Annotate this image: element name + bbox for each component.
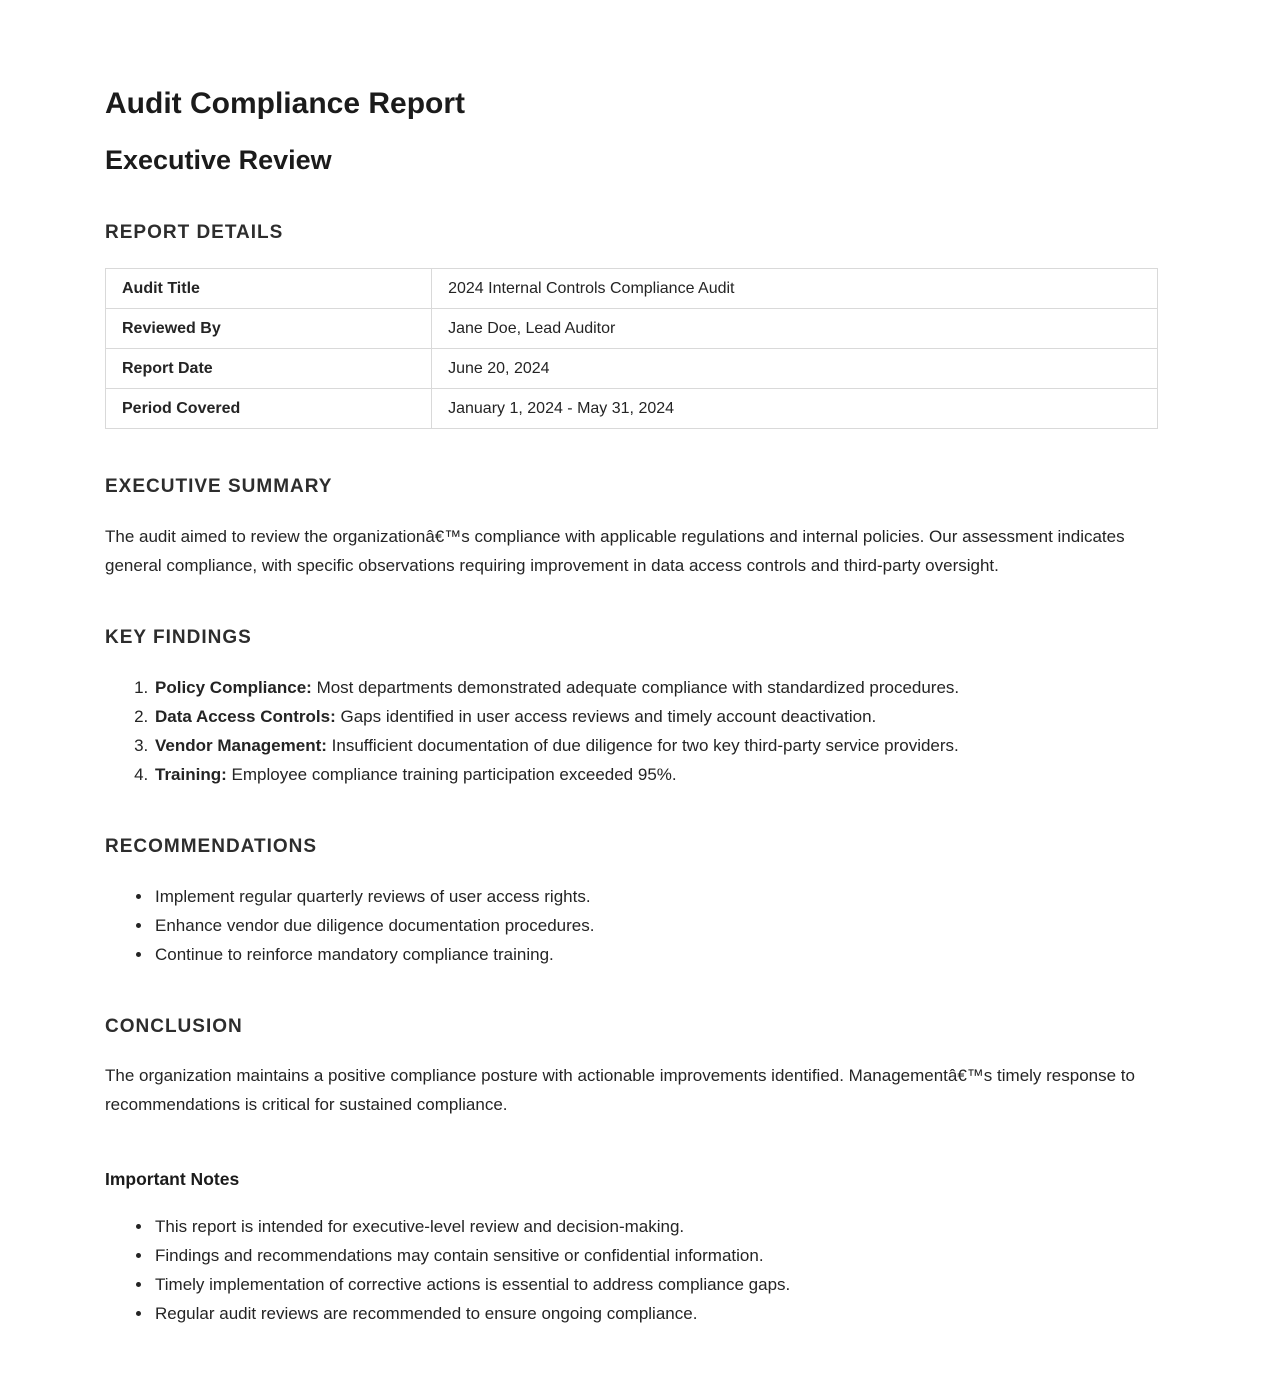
detail-value: 2024 Internal Controls Compliance Audit [432, 269, 1158, 309]
table-row [106, 349, 1158, 389]
detail-label: Report Date [106, 349, 432, 389]
list-item [153, 760, 1158, 789]
finding-text: Most departments demonstrated adequate compliance with standardized procedures. [316, 677, 960, 697]
section-heading-key-findings: KEY FINDINGS [105, 626, 252, 648]
finding-text: Employee compliance training participation exceeded 95%. [231, 764, 677, 784]
list-item: • This report is intended for executive-level review and decision-making. [153, 1212, 1158, 1241]
page-subtitle: Executive Review [105, 145, 332, 175]
table-row [106, 389, 1158, 429]
list-item [153, 731, 1158, 760]
detail-label: Audit Title [106, 269, 432, 309]
detail-value: June 20, 2024 [432, 349, 1158, 389]
section-heading-report-details: REPORT DETAILS [105, 222, 284, 244]
finding-label: Policy Compliance: [155, 677, 312, 697]
section-heading-conclusion: CONCLUSION [105, 1015, 243, 1037]
list-item: • Regular audit reviews are recommended to ensure ongoing compliance. [153, 1299, 1158, 1328]
list-item [153, 673, 1158, 702]
list-item: • Findings and recommendations may contain sensitive or confidential information. [153, 1241, 1158, 1270]
recommendations-list [105, 882, 1158, 969]
executive-summary-paragraph: The audit aimed to review the organizationâ€™s compliance with applicable regulations and internal policies. Our assessment indicates general compliance, with specific observations requiring improvement in data access controls and third-party oversight. [105, 526, 1125, 575]
finding-text: Gaps identified in user access reviews and timely account deactivation. [340, 706, 877, 726]
page-title: Audit Compliance Report [105, 87, 466, 120]
list-item [153, 702, 1158, 731]
important-notes-heading: Important Notes [105, 1169, 240, 1190]
list-item: • Implement regular quarterly reviews of user access rights. [153, 882, 1158, 911]
list-item: • Timely implementation of corrective actions is essential to address compliance gaps. [153, 1270, 1158, 1299]
section-heading-executive-summary: EXECUTIVE SUMMARY [105, 476, 333, 498]
detail-label: Reviewed By [106, 309, 432, 349]
section-heading-recommendations: RECOMMENDATIONS [105, 835, 318, 857]
detail-value: January 1, 2024 - May 31, 2024 [432, 389, 1158, 429]
conclusion-paragraph: The organization maintains a positive compliance posture with actionable improvements identified. Managementâ€™s timely response to recommendations is critical for sustained compliance. [105, 1066, 1135, 1115]
important-notes-list [105, 1212, 1158, 1328]
detail-label: Period Covered [106, 389, 432, 429]
finding-label: Vendor Management: [155, 735, 327, 755]
table-row [106, 309, 1158, 349]
detail-value: Jane Doe, Lead Auditor [432, 309, 1158, 349]
table-row [106, 269, 1158, 309]
finding-label: Data Access Controls: [155, 706, 336, 726]
list-item: • Enhance vendor due diligence documentation procedures. [153, 911, 1158, 940]
finding-label: Training: [155, 764, 227, 784]
report-details-table [105, 268, 1158, 429]
finding-text: Insufficient documentation of due diligence for two key third-party service providers. [331, 735, 959, 755]
list-item: • Continue to reinforce mandatory compliance training. [153, 940, 1158, 969]
key-findings-list [105, 673, 1158, 789]
